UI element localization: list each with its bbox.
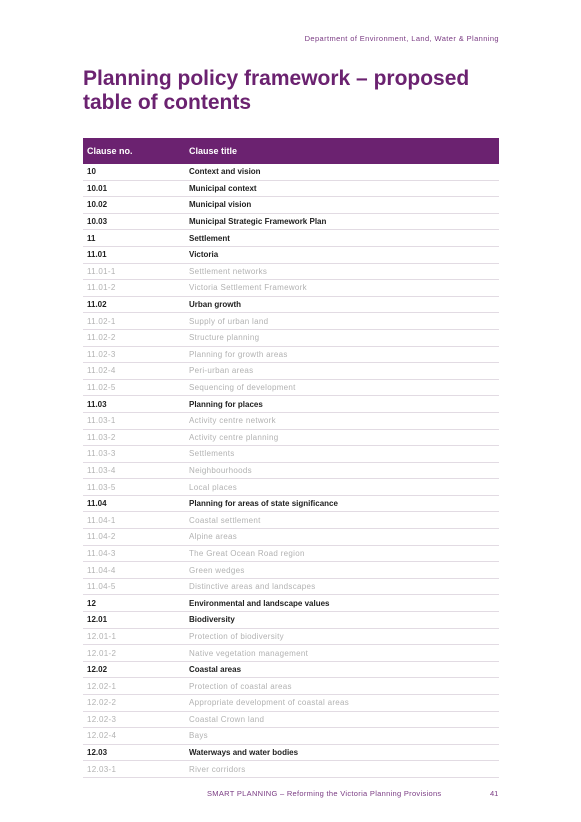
table-row — [83, 313, 499, 330]
clause-number: 11.01-1 — [87, 266, 116, 276]
clause-number: 11.02 — [87, 300, 107, 310]
clause-number: 11.02-5 — [87, 383, 116, 393]
table-row — [83, 546, 499, 563]
clause-title: Victoria — [189, 250, 219, 260]
clause-title: Coastal settlement — [189, 515, 261, 525]
table-row — [83, 529, 499, 546]
clause-number: 12.03 — [87, 748, 108, 758]
table-row — [83, 662, 499, 679]
table-row — [83, 396, 499, 413]
table-row — [83, 363, 499, 380]
clause-number: 12.01-2 — [87, 648, 117, 658]
table-row — [83, 197, 499, 214]
table-row — [83, 264, 499, 281]
clause-title: Planning for growth areas — [189, 349, 288, 359]
clause-number: 12.01-1 — [87, 631, 117, 641]
clause-title: Planning for places — [189, 399, 263, 409]
clause-number: 11.02-2 — [87, 333, 116, 343]
table-row — [83, 595, 499, 612]
table-row — [83, 297, 499, 314]
clause-number: 10.01 — [87, 183, 108, 193]
clause-number: 11.03-2 — [87, 432, 116, 442]
clause-number: 11.04-1 — [87, 515, 116, 525]
clause-number: 10.02 — [87, 200, 108, 210]
clause-title: Supply of urban land — [189, 316, 269, 326]
table-row — [83, 678, 499, 695]
clause-number: 11.04-4 — [87, 565, 116, 575]
table-row — [83, 430, 499, 447]
clause-title: Environmental and landscape values — [189, 598, 330, 608]
clause-no-header: Clause no. — [87, 146, 133, 156]
clause-title: Sequencing of development — [189, 383, 296, 393]
clause-number: 11.02-4 — [87, 366, 116, 376]
clause-title: Coastal Crown land — [189, 714, 265, 724]
clause-number: 11.04-3 — [87, 548, 116, 558]
clause-title: Municipal vision — [189, 200, 252, 210]
table-row — [83, 413, 499, 430]
table-row — [83, 629, 499, 646]
table-row — [83, 728, 499, 745]
clause-title: Municipal context — [189, 183, 257, 193]
toc-header-row — [83, 138, 499, 164]
clause-title: Settlement networks — [189, 266, 268, 276]
clause-number: 11.03-3 — [87, 449, 116, 459]
clause-title: Biodiversity — [189, 615, 235, 625]
clause-number: 12.03-1 — [87, 764, 117, 774]
clause-number: 11.02-3 — [87, 349, 116, 359]
clause-number: 12 — [87, 598, 96, 608]
clause-title: Activity centre network — [189, 416, 276, 426]
clause-number: 11.01 — [87, 250, 107, 260]
clause-number: 11.04-5 — [87, 582, 116, 592]
clause-title: Distinctive areas and landscapes — [189, 582, 316, 592]
clause-title: Settlements — [189, 449, 235, 459]
clause-title: Native vegetation management — [189, 648, 309, 658]
clause-number: 10.03 — [87, 217, 108, 227]
clause-title: Protection of biodiversity — [189, 631, 284, 641]
clause-number: 11.03-5 — [87, 482, 116, 492]
clause-number: 12.02-2 — [87, 698, 117, 708]
clause-number: 11.03-4 — [87, 465, 116, 475]
clause-title: Bays — [189, 731, 208, 741]
clause-title: Green wedges — [189, 565, 245, 575]
table-row — [83, 695, 499, 712]
department-header: Department of Environment, Land, Water & Planning — [304, 34, 499, 43]
clause-title: Neighbourhoods — [189, 465, 252, 475]
clause-title: Planning for areas of state significance — [189, 499, 338, 509]
table-row — [83, 181, 499, 198]
table-row — [83, 214, 499, 231]
clause-number: 11.02-1 — [87, 316, 116, 326]
table-row — [83, 330, 499, 347]
clause-title: Coastal areas — [189, 665, 242, 675]
footer-text: SMART PLANNING – Reforming the Victoria Planning Provisions — [207, 789, 442, 798]
table-row — [83, 579, 499, 596]
clause-number: 11.04 — [87, 499, 107, 509]
clause-title: Waterways and water bodies — [189, 748, 299, 758]
page-title: Planning policy framework – proposed table of contents — [83, 67, 470, 114]
table-row — [83, 164, 499, 181]
clause-title: Alpine areas — [189, 532, 238, 542]
clause-number: 11.04-2 — [87, 532, 116, 542]
clause-title: Protection of coastal areas — [189, 681, 292, 691]
clause-title: Urban growth — [189, 300, 241, 310]
toc-body — [83, 164, 499, 778]
table-row — [83, 562, 499, 579]
clause-number: 11.01-2 — [87, 283, 116, 293]
table-row — [83, 645, 499, 662]
page-number: 41 — [490, 789, 499, 798]
clause-number: 12.02-4 — [87, 731, 117, 741]
table-row — [83, 761, 499, 778]
clause-number: 10 — [87, 167, 96, 177]
clause-title: Municipal Strategic Framework Plan — [189, 217, 327, 227]
clause-number: 11 — [87, 233, 96, 243]
clause-title: Victoria Settlement Framework — [189, 283, 307, 293]
table-row — [83, 712, 499, 729]
table-row — [83, 380, 499, 397]
clause-number: 11.03 — [87, 399, 107, 409]
clause-number: 12.02-1 — [87, 681, 117, 691]
clause-number: 12.01 — [87, 615, 108, 625]
table-row — [83, 247, 499, 264]
clause-title-header: Clause title — [189, 146, 238, 156]
clause-number: 12.02-3 — [87, 714, 117, 724]
clause-title: The Great Ocean Road region — [189, 548, 305, 558]
clause-title: Activity centre planning — [189, 432, 279, 442]
clause-title: Structure planning — [189, 333, 260, 343]
table-row — [83, 512, 499, 529]
clause-title: Context and vision — [189, 167, 261, 177]
table-row — [83, 745, 499, 762]
clause-title: Peri-urban areas — [189, 366, 254, 376]
table-row — [83, 280, 499, 297]
clause-number: 12.02 — [87, 665, 108, 675]
table-row — [83, 347, 499, 364]
clause-title: Local places — [189, 482, 238, 492]
toc-table — [83, 138, 499, 778]
table-row — [83, 230, 499, 247]
clause-number: 11.03-1 — [87, 416, 116, 426]
table-row — [83, 479, 499, 496]
table-row — [83, 463, 499, 480]
table-row — [83, 612, 499, 629]
clause-title: River corridors — [189, 764, 246, 774]
table-row — [83, 496, 499, 513]
clause-title: Appropriate development of coastal areas — [189, 698, 350, 708]
table-row — [83, 446, 499, 463]
clause-title: Settlement — [189, 233, 230, 243]
